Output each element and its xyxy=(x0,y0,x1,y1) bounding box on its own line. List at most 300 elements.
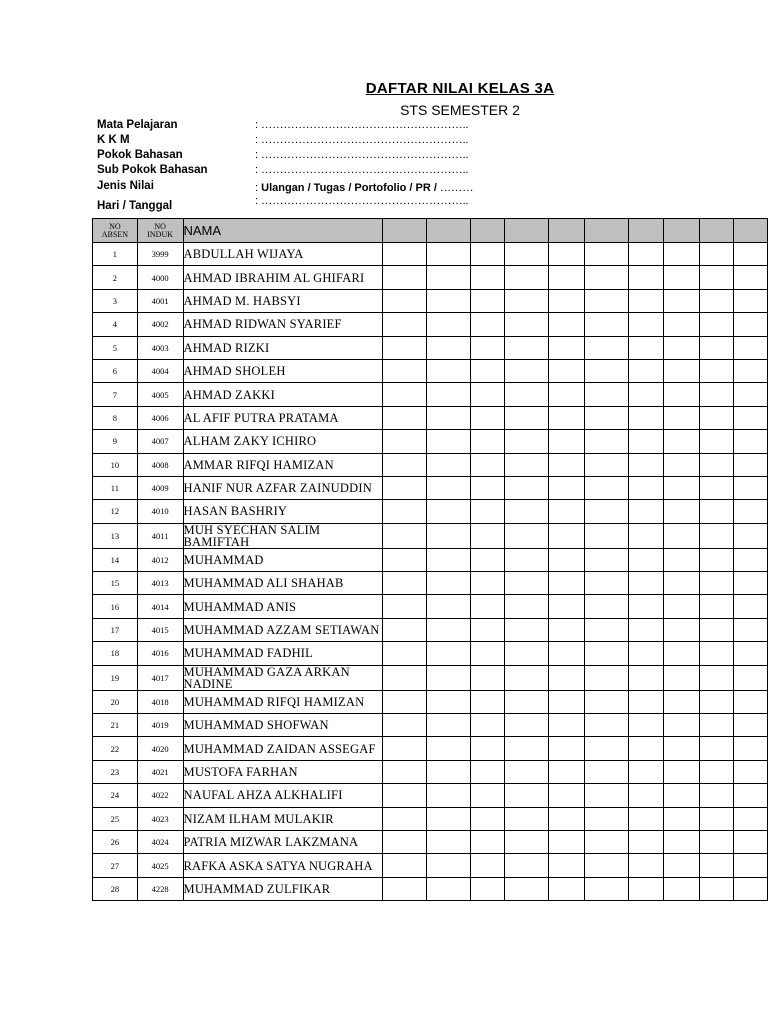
score-cell-9[interactable] xyxy=(699,714,734,737)
score-cell-5[interactable] xyxy=(548,760,585,783)
cell-no-absen: 28 xyxy=(93,877,138,900)
score-cell-4[interactable] xyxy=(505,714,548,737)
score-cell-10[interactable] xyxy=(734,877,768,900)
score-cell-10[interactable] xyxy=(734,830,768,853)
score-cell-9[interactable] xyxy=(699,737,734,760)
score-cell-3[interactable] xyxy=(470,523,505,548)
score-cell-10[interactable] xyxy=(734,476,768,499)
score-cell-8[interactable] xyxy=(664,690,700,713)
score-cell-7[interactable] xyxy=(628,266,664,289)
score-cell-8[interactable] xyxy=(664,336,700,359)
score-cell-5[interactable] xyxy=(548,500,585,523)
score-cell-6[interactable] xyxy=(585,572,628,595)
score-cell-8[interactable] xyxy=(664,760,700,783)
score-cell-1[interactable] xyxy=(382,618,426,641)
score-cell-1[interactable] xyxy=(382,406,426,429)
score-cell-10[interactable] xyxy=(734,430,768,453)
score-cell-1[interactable] xyxy=(382,760,426,783)
score-cell-2[interactable] xyxy=(427,243,470,266)
pokok-bahasan-field[interactable] xyxy=(255,149,469,161)
score-cell-4[interactable] xyxy=(505,313,548,336)
score-cell-6[interactable] xyxy=(585,406,628,429)
score-cell-9[interactable] xyxy=(699,476,734,499)
score-cell-6[interactable] xyxy=(585,500,628,523)
score-cell-6[interactable] xyxy=(585,523,628,548)
score-cell-4[interactable] xyxy=(505,618,548,641)
score-cell-2[interactable] xyxy=(427,572,470,595)
score-cell-9[interactable] xyxy=(699,359,734,382)
score-cell-5[interactable] xyxy=(548,877,585,900)
score-cell-5[interactable] xyxy=(548,714,585,737)
score-cell-4[interactable] xyxy=(505,548,548,571)
score-cell-9[interactable] xyxy=(699,572,734,595)
score-cell-6[interactable] xyxy=(585,807,628,830)
score-cell-3[interactable] xyxy=(470,854,505,877)
score-cell-4[interactable] xyxy=(505,760,548,783)
score-cell-2[interactable] xyxy=(427,690,470,713)
score-cell-7[interactable] xyxy=(628,453,664,476)
score-cell-10[interactable] xyxy=(734,784,768,807)
score-cell-5[interactable] xyxy=(548,737,585,760)
score-cell-2[interactable] xyxy=(427,406,470,429)
score-cell-7[interactable] xyxy=(628,359,664,382)
score-cell-9[interactable] xyxy=(699,690,734,713)
score-cell-5[interactable] xyxy=(548,243,585,266)
score-cell-5[interactable] xyxy=(548,690,585,713)
score-cell-3[interactable] xyxy=(470,453,505,476)
score-cell-9[interactable] xyxy=(699,877,734,900)
score-cell-8[interactable] xyxy=(664,548,700,571)
score-cell-7[interactable] xyxy=(628,784,664,807)
score-cell-5[interactable] xyxy=(548,359,585,382)
score-cell-1[interactable] xyxy=(382,690,426,713)
score-cell-2[interactable] xyxy=(427,523,470,548)
jenis-nilai-label: Jenis Nilai xyxy=(97,180,154,192)
score-cell-4[interactable] xyxy=(505,877,548,900)
score-cell-2[interactable] xyxy=(427,430,470,453)
score-cell-6[interactable] xyxy=(585,476,628,499)
score-cell-5[interactable] xyxy=(548,453,585,476)
score-cell-1[interactable] xyxy=(382,500,426,523)
score-cell-1[interactable] xyxy=(382,313,426,336)
score-cell-6[interactable] xyxy=(585,642,628,665)
score-cell-7[interactable] xyxy=(628,289,664,312)
score-cell-7[interactable] xyxy=(628,336,664,359)
score-cell-2[interactable] xyxy=(427,313,470,336)
score-cell-9[interactable] xyxy=(699,595,734,618)
score-cell-2[interactable] xyxy=(427,595,470,618)
score-cell-7[interactable] xyxy=(628,690,664,713)
score-cell-4[interactable] xyxy=(505,243,548,266)
cell-nama: MUHAMMAD ZAIDAN ASSEGAF xyxy=(183,737,382,760)
score-cell-4[interactable] xyxy=(505,690,548,713)
score-cell-10[interactable] xyxy=(734,714,768,737)
score-cell-7[interactable] xyxy=(628,618,664,641)
score-cell-3[interactable] xyxy=(470,243,505,266)
score-cell-1[interactable] xyxy=(382,266,426,289)
score-cell-1[interactable] xyxy=(382,383,426,406)
score-cell-9[interactable] xyxy=(699,313,734,336)
score-cell-8[interactable] xyxy=(664,476,700,499)
score-cell-1[interactable] xyxy=(382,642,426,665)
score-cell-1[interactable] xyxy=(382,830,426,853)
score-cell-4[interactable] xyxy=(505,854,548,877)
score-cell-8[interactable] xyxy=(664,430,700,453)
score-cell-5[interactable] xyxy=(548,476,585,499)
table-row xyxy=(93,690,768,713)
score-cell-2[interactable] xyxy=(427,453,470,476)
score-cell-4[interactable] xyxy=(505,383,548,406)
score-cell-8[interactable] xyxy=(664,877,700,900)
score-cell-4[interactable] xyxy=(505,523,548,548)
score-cell-3[interactable] xyxy=(470,618,505,641)
mata-pelajaran-field[interactable] xyxy=(255,119,469,131)
score-cell-10[interactable] xyxy=(734,854,768,877)
score-cell-4[interactable] xyxy=(505,430,548,453)
score-cell-3[interactable] xyxy=(470,383,505,406)
score-cell-4[interactable] xyxy=(505,289,548,312)
score-cell-7[interactable] xyxy=(628,714,664,737)
table-row xyxy=(93,737,768,760)
score-cell-1[interactable] xyxy=(382,476,426,499)
score-cell-3[interactable] xyxy=(470,359,505,382)
score-cell-3[interactable] xyxy=(470,830,505,853)
score-cell-9[interactable] xyxy=(699,523,734,548)
jenis-nilai-options: Ulangan / Tugas / Portofolio / PR / xyxy=(261,182,440,194)
score-cell-3[interactable] xyxy=(470,807,505,830)
score-cell-6[interactable] xyxy=(585,877,628,900)
score-cell-2[interactable] xyxy=(427,500,470,523)
score-cell-5[interactable] xyxy=(548,406,585,429)
score-cell-4[interactable] xyxy=(505,406,548,429)
score-cell-6[interactable] xyxy=(585,760,628,783)
score-cell-1[interactable] xyxy=(382,289,426,312)
score-cell-3[interactable] xyxy=(470,737,505,760)
score-cell-3[interactable] xyxy=(470,500,505,523)
score-cell-6[interactable] xyxy=(585,548,628,571)
score-cell-2[interactable] xyxy=(427,289,470,312)
score-cell-6[interactable] xyxy=(585,714,628,737)
score-cell-2[interactable] xyxy=(427,877,470,900)
score-cell-4[interactable] xyxy=(505,476,548,499)
score-cell-1[interactable] xyxy=(382,737,426,760)
score-cell-10[interactable] xyxy=(734,266,768,289)
score-cell-2[interactable] xyxy=(427,854,470,877)
score-cell-10[interactable] xyxy=(734,243,768,266)
header-no-absen xyxy=(93,219,138,243)
score-cell-5[interactable] xyxy=(548,854,585,877)
score-cell-5[interactable] xyxy=(548,665,585,690)
score-cell-4[interactable] xyxy=(505,784,548,807)
score-cell-2[interactable] xyxy=(427,737,470,760)
score-cell-8[interactable] xyxy=(664,618,700,641)
hari-tanggal-field[interactable] xyxy=(255,195,469,207)
score-cell-6[interactable] xyxy=(585,618,628,641)
score-cell-7[interactable] xyxy=(628,313,664,336)
score-cell-4[interactable] xyxy=(505,665,548,690)
score-cell-4[interactable] xyxy=(505,830,548,853)
score-cell-10[interactable] xyxy=(734,453,768,476)
score-cell-1[interactable] xyxy=(382,430,426,453)
cell-nama: AHMAD RIZKI xyxy=(183,336,382,359)
score-cell-4[interactable] xyxy=(505,807,548,830)
score-cell-9[interactable] xyxy=(699,453,734,476)
score-cell-9[interactable] xyxy=(699,830,734,853)
score-cell-3[interactable] xyxy=(470,784,505,807)
score-cell-2[interactable] xyxy=(427,714,470,737)
score-cell-2[interactable] xyxy=(427,548,470,571)
score-cell-6[interactable] xyxy=(585,266,628,289)
score-cell-3[interactable] xyxy=(470,665,505,690)
score-cell-4[interactable] xyxy=(505,642,548,665)
score-cell-1[interactable] xyxy=(382,784,426,807)
score-cell-3[interactable] xyxy=(470,572,505,595)
score-cell-8[interactable] xyxy=(664,714,700,737)
score-cell-9[interactable] xyxy=(699,430,734,453)
score-cell-9[interactable] xyxy=(699,243,734,266)
score-cell-3[interactable] xyxy=(470,642,505,665)
score-cell-4[interactable] xyxy=(505,453,548,476)
score-cell-7[interactable] xyxy=(628,523,664,548)
score-cell-9[interactable] xyxy=(699,807,734,830)
score-cell-3[interactable] xyxy=(470,336,505,359)
score-cell-7[interactable] xyxy=(628,595,664,618)
score-cell-10[interactable] xyxy=(734,642,768,665)
score-cell-8[interactable] xyxy=(664,289,700,312)
score-cell-5[interactable] xyxy=(548,642,585,665)
score-cell-5[interactable] xyxy=(548,523,585,548)
score-cell-10[interactable] xyxy=(734,313,768,336)
score-cell-1[interactable] xyxy=(382,807,426,830)
score-cell-1[interactable] xyxy=(382,714,426,737)
score-cell-6[interactable] xyxy=(585,313,628,336)
score-cell-3[interactable] xyxy=(470,877,505,900)
score-cell-10[interactable] xyxy=(734,618,768,641)
score-cell-2[interactable] xyxy=(427,618,470,641)
score-cell-8[interactable] xyxy=(664,266,700,289)
score-cell-7[interactable] xyxy=(628,760,664,783)
score-cell-8[interactable] xyxy=(664,737,700,760)
score-cell-3[interactable] xyxy=(470,289,505,312)
score-cell-7[interactable] xyxy=(628,383,664,406)
score-cell-3[interactable] xyxy=(470,266,505,289)
score-cell-8[interactable] xyxy=(664,665,700,690)
score-cell-9[interactable] xyxy=(699,854,734,877)
score-cell-5[interactable] xyxy=(548,807,585,830)
score-cell-6[interactable] xyxy=(585,665,628,690)
score-cell-6[interactable] xyxy=(585,453,628,476)
score-cell-2[interactable] xyxy=(427,359,470,382)
score-cell-1[interactable] xyxy=(382,595,426,618)
score-cell-7[interactable] xyxy=(628,737,664,760)
score-cell-6[interactable] xyxy=(585,430,628,453)
score-cell-3[interactable] xyxy=(470,690,505,713)
score-cell-10[interactable] xyxy=(734,359,768,382)
kkm-field[interactable] xyxy=(255,134,469,146)
score-cell-1[interactable] xyxy=(382,359,426,382)
score-cell-6[interactable] xyxy=(585,243,628,266)
score-cell-3[interactable] xyxy=(470,548,505,571)
score-cell-2[interactable] xyxy=(427,383,470,406)
score-cell-1[interactable] xyxy=(382,453,426,476)
score-cell-8[interactable] xyxy=(664,572,700,595)
score-cell-5[interactable] xyxy=(548,266,585,289)
score-cell-10[interactable] xyxy=(734,690,768,713)
score-cell-9[interactable] xyxy=(699,618,734,641)
score-cell-9[interactable] xyxy=(699,642,734,665)
score-cell-2[interactable] xyxy=(427,476,470,499)
score-cell-8[interactable] xyxy=(664,830,700,853)
score-cell-10[interactable] xyxy=(734,548,768,571)
score-cell-1[interactable] xyxy=(382,572,426,595)
score-cell-10[interactable] xyxy=(734,665,768,690)
score-cell-7[interactable] xyxy=(628,807,664,830)
score-cell-9[interactable] xyxy=(699,289,734,312)
score-cell-10[interactable] xyxy=(734,336,768,359)
score-cell-5[interactable] xyxy=(548,595,585,618)
score-cell-2[interactable] xyxy=(427,336,470,359)
score-cell-1[interactable] xyxy=(382,243,426,266)
score-cell-2[interactable] xyxy=(427,665,470,690)
score-cell-7[interactable] xyxy=(628,854,664,877)
score-cell-4[interactable] xyxy=(505,336,548,359)
score-cell-9[interactable] xyxy=(699,784,734,807)
score-cell-7[interactable] xyxy=(628,243,664,266)
score-cell-3[interactable] xyxy=(470,313,505,336)
score-cell-1[interactable] xyxy=(382,877,426,900)
jenis-nilai-field[interactable] xyxy=(255,182,474,194)
score-cell-9[interactable] xyxy=(699,548,734,571)
score-cell-1[interactable] xyxy=(382,336,426,359)
score-cell-3[interactable] xyxy=(470,595,505,618)
score-cell-6[interactable] xyxy=(585,289,628,312)
score-cell-5[interactable] xyxy=(548,830,585,853)
score-cell-5[interactable] xyxy=(548,313,585,336)
score-cell-10[interactable] xyxy=(734,737,768,760)
score-cell-8[interactable] xyxy=(664,359,700,382)
score-cell-9[interactable] xyxy=(699,336,734,359)
score-cell-7[interactable] xyxy=(628,877,664,900)
score-cell-4[interactable] xyxy=(505,572,548,595)
score-cell-5[interactable] xyxy=(548,336,585,359)
score-cell-7[interactable] xyxy=(628,572,664,595)
score-cell-7[interactable] xyxy=(628,830,664,853)
score-cell-8[interactable] xyxy=(664,595,700,618)
score-cell-8[interactable] xyxy=(664,406,700,429)
score-cell-9[interactable] xyxy=(699,266,734,289)
score-cell-8[interactable] xyxy=(664,383,700,406)
score-cell-9[interactable] xyxy=(699,500,734,523)
score-cell-10[interactable] xyxy=(734,595,768,618)
score-cell-4[interactable] xyxy=(505,595,548,618)
score-cell-2[interactable] xyxy=(427,807,470,830)
score-cell-4[interactable] xyxy=(505,500,548,523)
score-cell-5[interactable] xyxy=(548,289,585,312)
score-cell-2[interactable] xyxy=(427,266,470,289)
cell-nama: NIZAM ILHAM MULAKIR xyxy=(183,807,382,830)
score-cell-4[interactable] xyxy=(505,359,548,382)
score-cell-4[interactable] xyxy=(505,266,548,289)
score-cell-10[interactable] xyxy=(734,807,768,830)
score-cell-6[interactable] xyxy=(585,854,628,877)
score-cell-6[interactable] xyxy=(585,359,628,382)
score-cell-2[interactable] xyxy=(427,760,470,783)
score-cell-8[interactable] xyxy=(664,243,700,266)
score-cell-9[interactable] xyxy=(699,406,734,429)
score-cell-5[interactable] xyxy=(548,572,585,595)
score-cell-3[interactable] xyxy=(470,760,505,783)
score-cell-6[interactable] xyxy=(585,737,628,760)
score-cell-9[interactable] xyxy=(699,760,734,783)
score-cell-10[interactable] xyxy=(734,406,768,429)
score-cell-8[interactable] xyxy=(664,784,700,807)
score-cell-6[interactable] xyxy=(585,830,628,853)
score-cell-10[interactable] xyxy=(734,523,768,548)
score-cell-7[interactable] xyxy=(628,642,664,665)
score-cell-9[interactable] xyxy=(699,383,734,406)
score-cell-10[interactable] xyxy=(734,760,768,783)
score-cell-10[interactable] xyxy=(734,289,768,312)
score-cell-1[interactable] xyxy=(382,548,426,571)
table-row xyxy=(93,523,768,548)
score-cell-7[interactable] xyxy=(628,430,664,453)
score-cell-8[interactable] xyxy=(664,854,700,877)
score-cell-6[interactable] xyxy=(585,383,628,406)
table-row xyxy=(93,243,768,266)
score-cell-6[interactable] xyxy=(585,595,628,618)
score-cell-8[interactable] xyxy=(664,453,700,476)
score-cell-3[interactable] xyxy=(470,406,505,429)
score-cell-7[interactable] xyxy=(628,665,664,690)
score-cell-5[interactable] xyxy=(548,784,585,807)
score-cell-3[interactable] xyxy=(470,476,505,499)
score-cell-5[interactable] xyxy=(548,548,585,571)
score-cell-4[interactable] xyxy=(505,737,548,760)
cell-nama: PATRIA MIZWAR LAKZMANA xyxy=(183,830,382,853)
score-cell-8[interactable] xyxy=(664,807,700,830)
score-cell-6[interactable] xyxy=(585,784,628,807)
score-cell-1[interactable] xyxy=(382,854,426,877)
score-cell-7[interactable] xyxy=(628,548,664,571)
score-cell-9[interactable] xyxy=(699,665,734,690)
sub-pokok-bahasan-field[interactable] xyxy=(255,164,469,176)
score-cell-7[interactable] xyxy=(628,406,664,429)
score-cell-10[interactable] xyxy=(734,500,768,523)
score-cell-1[interactable] xyxy=(382,665,426,690)
score-cell-5[interactable] xyxy=(548,618,585,641)
score-cell-8[interactable] xyxy=(664,313,700,336)
score-cell-3[interactable] xyxy=(470,714,505,737)
score-cell-7[interactable] xyxy=(628,500,664,523)
score-cell-7[interactable] xyxy=(628,476,664,499)
score-cell-10[interactable] xyxy=(734,383,768,406)
score-cell-5[interactable] xyxy=(548,430,585,453)
score-cell-8[interactable] xyxy=(664,642,700,665)
score-cell-3[interactable] xyxy=(470,430,505,453)
score-cell-5[interactable] xyxy=(548,383,585,406)
cell-no-induk: 4004 xyxy=(137,359,183,382)
score-cell-2[interactable] xyxy=(427,784,470,807)
score-cell-1[interactable] xyxy=(382,523,426,548)
cell-no-absen: 1 xyxy=(93,243,138,266)
score-cell-6[interactable] xyxy=(585,336,628,359)
score-cell-10[interactable] xyxy=(734,572,768,595)
score-cell-6[interactable] xyxy=(585,690,628,713)
score-cell-8[interactable] xyxy=(664,523,700,548)
score-cell-2[interactable] xyxy=(427,830,470,853)
score-cell-2[interactable] xyxy=(427,642,470,665)
score-cell-8[interactable] xyxy=(664,500,700,523)
